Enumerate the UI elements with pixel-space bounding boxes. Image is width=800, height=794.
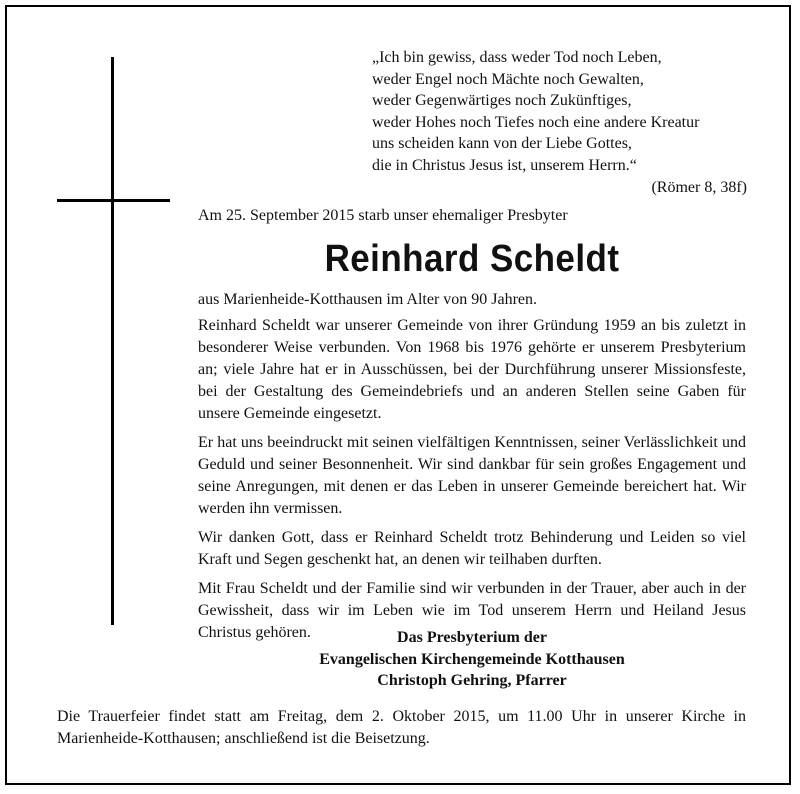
origin-text: aus Marienheide-Kotthausen im Alter von 90 Jahren. (198, 291, 538, 308)
body-paragraph: Wir danken Gott, dass er Reinhard Scheldt trotz Behinderung und Leiden so viel Kraft und Segen geschenkt hat, an denen wir teilhaben durften. (198, 529, 746, 568)
cross-horizontal-bar (57, 199, 170, 202)
quote-line: weder Hohes noch Tiefes noch eine andere Kreatur (372, 113, 700, 131)
deceased-name: Reinhard Scheldt (324, 238, 620, 280)
intro-text: Am 25. September 2015 starb unser ehemaliger Presbyter (198, 207, 568, 224)
quote-reference: (Römer 8, 38f) (651, 179, 747, 196)
quote-line: „Ich bin gewiss, dass weder Tod noch Leben, (372, 49, 662, 66)
signature-line: Christoph Gehring, Pfarrer (377, 672, 567, 689)
signature-line: Evangelischen Kirchengemeinde Kotthausen (319, 650, 625, 668)
funeral-notice-text: Die Trauerfeier findet statt am Freitag, dem 2. Oktober 2015, um 11.00 Uhr in unserer Kirche in Marienheide-Kotthausen; anschließend ist die Beisetzung. (57, 708, 746, 747)
cross-vertical-bar (111, 57, 114, 625)
signature-line: Das Presbyterium der (397, 629, 547, 646)
body-paragraph: Reinhard Scheldt war unserer Gemeinde von ihrer Gründung 1959 an bis zuletzt in besonderer Weise verbunden. Von 1968 bis 1976 gehörte er unserem Presbyterium an; viele Jahre hat er in Ausschüssen, bei der Durchführung unserer Missionsfeste, bei der Gestaltung des Gemeindebriefs und an anderen Stellen seine Gaben für unsere Gemeinde eingesetzt. (198, 317, 746, 422)
obituary-body (198, 289, 746, 651)
quote-line: weder Gegenwärtiges noch Zukünftiges, (372, 92, 632, 109)
funeral-notice (57, 706, 746, 750)
quote-line: die in Christus Jesus ist, unserem Herrn.“ (372, 156, 637, 174)
bible-quote (372, 47, 747, 199)
body-paragraph: Mit Frau Scheldt und der Familie sind wir verbunden in der Trauer, aber auch in der Gewissheit, dass wir im Leben wie im Tod unserem Herrn und Heiland Jesus Christus gehören. (198, 580, 746, 641)
signature-block (198, 627, 746, 692)
quote-line: uns scheiden kann von der Liebe Gottes, (372, 135, 632, 152)
quote-line: weder Engel noch Mächte noch Gewalten, (372, 70, 644, 88)
body-paragraph: Er hat uns beeindruckt mit seinen vielfältigen Kenntnissen, seiner Verlässlichkeit und Geduld und seiner Besonnenheit. Wir sind dankbar für sein großes Engagement und seine Anregungen, mit denen er das Leben in unserer Gemeinde bereichert hat. Wir werden ihn vermissen. (198, 434, 746, 517)
